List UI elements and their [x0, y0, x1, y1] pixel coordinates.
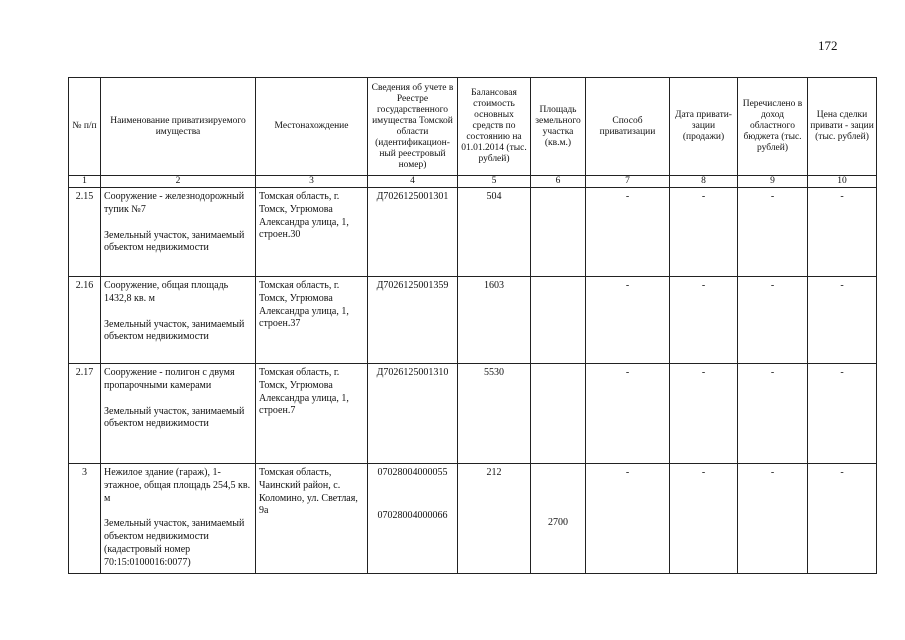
privatization-method: - — [586, 364, 670, 464]
registry-number: Д7026125001310 — [368, 364, 458, 464]
privatization-date: - — [670, 464, 738, 574]
header-cell: Сведения об учете в Реестре государственного имущества Томской области (идентификацион-ный реестровый номер) — [368, 78, 458, 176]
deal-price: - — [808, 277, 877, 364]
deal-price: - — [808, 364, 877, 464]
transferred-amount: - — [738, 464, 808, 574]
location: Томская область, г. Томск, Угрюмова Александра улица, 1, строен.37 — [256, 277, 368, 364]
land-area — [531, 277, 586, 364]
balance-value: 1603 — [458, 277, 531, 364]
header-cell: Местонахождение — [256, 78, 368, 176]
header-cell: Площадь земельного участка (кв.м.) — [531, 78, 586, 176]
balance-value: 212 — [458, 464, 531, 574]
column-number: 7 — [586, 176, 670, 188]
transferred-amount: - — [738, 188, 808, 277]
header-cell: Балансовая стоимость основных средств по состоянию на 01.01.2014 (тыс. рублей) — [458, 78, 531, 176]
property-name-cell — [101, 464, 256, 574]
column-number: 5 — [458, 176, 531, 188]
privatization-method: - — [586, 464, 670, 574]
land-plot-name: Земельный участок, занимаемый объектом недвижимости — [104, 405, 245, 430]
deal-price: - — [808, 464, 877, 574]
header-cell: № п/п — [69, 78, 101, 176]
column-number: 9 — [738, 176, 808, 188]
row-number: 2.17 — [69, 364, 101, 464]
header-cell: Перечислено в доход областного бюджета (тыс. рублей) — [738, 78, 808, 176]
column-number: 2 — [101, 176, 256, 188]
property-name: Нежилое здание (гараж), 1-этажное, общая площадь 254,5 кв. м — [104, 467, 251, 504]
land-area — [531, 364, 586, 464]
deal-price: - — [808, 188, 877, 277]
property-name: Сооружение - железнодорожный тупик №7 — [104, 191, 245, 215]
privatization-date: - — [670, 277, 738, 364]
column-number: 1 — [69, 176, 101, 188]
property-name: Сооружение, общая площадь 1432,8 кв. м — [104, 280, 229, 304]
page-number: 172 — [818, 38, 838, 53]
header-cell: Способ приватизации — [586, 78, 670, 176]
privatization-date: - — [670, 188, 738, 277]
location: Томская область, г. Томск, Угрюмова Александра улица, 1, строен.7 — [256, 364, 368, 464]
balance-value: 504 — [458, 188, 531, 277]
registry-number: Д7026125001301 — [368, 188, 458, 277]
table-row — [69, 277, 877, 364]
land-plot-name: Земельный участок, занимаемый объектом недвижимости — [104, 318, 245, 343]
column-number: 4 — [368, 176, 458, 188]
property-name-cell — [101, 364, 256, 464]
land-plot-name: Земельный участок, занимаемый объектом недвижимости (кадастровый номер 70:15:0100016:0077) — [104, 518, 245, 568]
land-area — [531, 188, 586, 277]
land-plot-name: Земельный участок, занимаемый объектом недвижимости — [104, 229, 245, 254]
column-number: 8 — [670, 176, 738, 188]
location: Томская область, Чаинский район, с. Коломино, ул. Светлая, 9а — [256, 464, 368, 574]
row-number: 2.15 — [69, 188, 101, 277]
privatization-date: - — [670, 364, 738, 464]
location: Томская область, г. Томск, Угрюмова Александра улица, 1, строен.30 — [256, 188, 368, 277]
table-row — [69, 364, 877, 464]
balance-value: 5530 — [458, 364, 531, 464]
privatization-method: - — [586, 277, 670, 364]
registry-number: 07028004000055 — [377, 467, 448, 478]
column-number-row — [69, 176, 877, 188]
table-row — [69, 188, 877, 277]
privatization-method: - — [586, 188, 670, 277]
registry-number: Д7026125001359 — [368, 277, 458, 364]
column-number: 3 — [256, 176, 368, 188]
land-registry-number: 07028004000066 — [377, 509, 448, 521]
row-number: 2.16 — [69, 277, 101, 364]
column-number: 10 — [808, 176, 877, 188]
column-number: 6 — [531, 176, 586, 188]
property-name-cell — [101, 188, 256, 277]
transferred-amount: - — [738, 364, 808, 464]
property-name: Сооружение - полигон с двумя пропарочными камерами — [104, 367, 235, 391]
registry-number-cell — [368, 464, 458, 574]
header-row — [69, 78, 877, 176]
privatization-table — [68, 77, 877, 574]
header-cell: Наименование приватизируемого имущества — [101, 78, 256, 176]
table-row — [69, 464, 877, 574]
header-cell: Дата привати-зации (продажи) — [670, 78, 738, 176]
header-cell: Цена сделки привати - зации (тыс. рублей) — [808, 78, 877, 176]
land-area: 2700 — [548, 517, 568, 528]
row-number: 3 — [69, 464, 101, 574]
land-area-cell — [531, 464, 586, 574]
property-name-cell — [101, 277, 256, 364]
transferred-amount: - — [738, 277, 808, 364]
